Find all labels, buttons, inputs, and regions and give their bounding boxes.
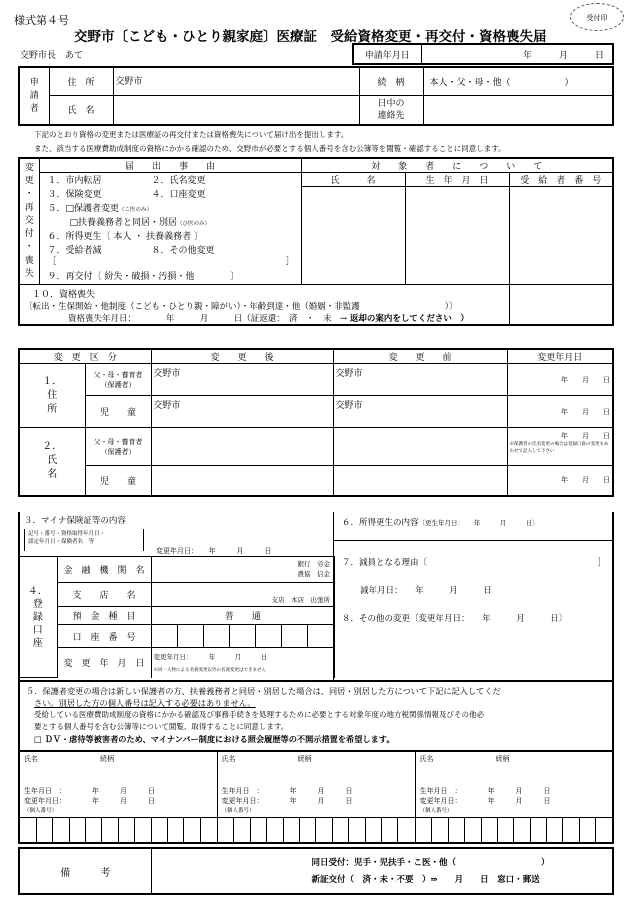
guardian-address-after[interactable]: 交野市 [151, 364, 333, 396]
person-3-number-boxes[interactable] [415, 817, 613, 843]
notice-5-line-2: さい。別居した方の個人番号は記入する必要はありません。 [34, 698, 256, 708]
person-2-change-label: 変更年月日： [221, 797, 264, 805]
remarks-label: 備 考 [19, 848, 151, 894]
child-address-before[interactable]: 交野市 [333, 396, 507, 428]
return-guidance: 返却の案内をしてください ） [349, 314, 469, 324]
guardian-address-before[interactable]: 交野市 [333, 364, 507, 396]
person-1-relation-label: 続柄 [100, 755, 114, 763]
account-number-boxes[interactable] [152, 625, 335, 647]
col-before: 変 更 前 [333, 349, 507, 364]
account-change-date[interactable]: 変更年月日： 年 月 日 [153, 653, 268, 661]
reason-item-9[interactable]: ９．再交付〔 紛失・破損・汚損・他 〕 [39, 267, 301, 285]
page-title: 交野市〔こども・ひとり親家庭〕医療証 受給資格変更・再交付・資格喪失届 [74, 29, 547, 45]
person-1-change-value[interactable]: 年 月 日 [92, 797, 155, 805]
remarks-field[interactable] [151, 848, 613, 894]
relation-field[interactable]: 本人・父・母・他（ ） [423, 67, 613, 95]
contact-field[interactable] [423, 95, 613, 125]
contact-label: 日中の 連絡先 [359, 95, 423, 125]
other-change-label[interactable]: ８．その他の変更〔変更年月日： 年 月 日〕 [342, 614, 568, 624]
section-name-label: ２． 氏 名 [19, 428, 85, 496]
person-1[interactable] [19, 751, 217, 817]
person-2-number-boxes[interactable] [217, 817, 415, 843]
reduce-row[interactable]: ７．減員となる理由〔 ］ [342, 558, 606, 568]
guardian-notice [18, 682, 614, 754]
account-date-label: 変 更 年 月 日 [57, 648, 151, 678]
child-address-after[interactable]: 交野市 [151, 396, 333, 428]
applicant-side-label: 申 請 者 [19, 67, 49, 125]
person-3-relation-label: 続柄 [495, 755, 510, 763]
guardian-address-date[interactable]: 年 月 日 [507, 364, 613, 396]
form-number: 様式第４号 [14, 14, 69, 27]
reason-item-7[interactable]: ７．受給者減 [47, 245, 102, 256]
target-header: 対 象 者 に つ い て [301, 158, 613, 173]
new-card-issue[interactable]: 新証交付（ 済・未・不要 ）⇒ 月 日 窓口・郵送 [311, 875, 540, 885]
child-label-1: 児 童 [85, 396, 151, 428]
col-change-date: 変更年月日 [507, 349, 613, 364]
person-3-birth-label: 生年月日 ： [419, 787, 462, 795]
person-1-birth-value[interactable]: 年 月 日 [92, 787, 155, 795]
person-2[interactable] [217, 751, 415, 817]
insurance-label: ３．マイナ保険証等の内容 [24, 516, 126, 526]
col-target-number: 受 給 者 番 号 [509, 173, 613, 187]
reason-item-6[interactable]: ６．所得更生〔 本人 ・ 扶養義務者 〕 [39, 229, 301, 243]
deposit-type-label: 預 金 種 目 [57, 607, 151, 625]
deposit-type-value: 普 通 [151, 607, 335, 625]
applicant-table [18, 66, 614, 126]
bank-types: 銀行 労金 農協 信金 [297, 560, 330, 578]
person-2-change-value[interactable]: 年 月 日 [289, 797, 353, 805]
person-2-relation-label: 続柄 [297, 755, 312, 763]
same-day-reception[interactable]: 同日受付：児手・児扶手・こ医・他（ ） [311, 858, 550, 868]
guardian-name-before[interactable] [333, 428, 507, 466]
person-2-birth-value[interactable]: 年 月 日 [289, 787, 353, 795]
guardian-name-after[interactable] [151, 428, 333, 466]
branch-label: 支 店 名 [57, 583, 151, 607]
insurance-field[interactable] [150, 526, 330, 546]
reason-item-5a-note: （こ医のみ） [119, 207, 153, 213]
stamp-label: 受付印 [586, 14, 608, 22]
change-table [18, 348, 614, 497]
notice-line-2: また、該当する医療費助成制度の資格にかかる確認のため、交野市が必要とする個人番号を含む公簿等を閲覧・確認することに同意します。 [34, 144, 506, 153]
person-2-number-label: （個人番号） [221, 808, 255, 814]
insurance-items: 記号・番号・資格取得年月日・ 認定年月日・保険者名 等 [28, 531, 106, 545]
target-name-field[interactable] [301, 187, 405, 285]
address-field[interactable]: 交野市 [113, 67, 359, 95]
guardian-label-2: 父・母・養育者 （保護者） [85, 428, 151, 466]
persons-table [18, 750, 614, 844]
person-3-change-label: 変更年月日： [419, 797, 462, 805]
reason-item-5a[interactable]: ５．□保護者変更 [47, 204, 120, 214]
bank-label: 金 融 機 関 名 [57, 557, 151, 583]
date-field[interactable]: 年 月 日 [421, 44, 613, 64]
name-label: 氏 名 [49, 95, 113, 125]
person-3[interactable] [415, 751, 613, 817]
section-address-label: １． 住 所 [19, 364, 85, 428]
reason-header: 届 出 事 由 [39, 158, 301, 173]
target-birth-field[interactable] [405, 187, 509, 285]
person-1-change-label: 変更年月日： [24, 797, 66, 805]
person-1-number-label: （個人番号） [24, 808, 58, 814]
col-target-name: 氏 名 [301, 173, 405, 187]
person-3-number-label: （個人番号） [419, 808, 453, 814]
bank-field[interactable] [151, 557, 335, 583]
account-side-label: ４． 登 録 口 座 [19, 557, 57, 678]
date-label: 申請年月日 [353, 44, 421, 64]
reception-stamp [570, 3, 624, 31]
child-name-after[interactable] [151, 466, 333, 496]
person-3-name-label: 氏名 [419, 755, 434, 763]
loss-date[interactable]: 資格喪失年月日： 年 月 日（証返還： 済 ・ 未 → [68, 314, 348, 324]
person-1-number-boxes[interactable] [19, 817, 217, 843]
address-label: 住 所 [49, 67, 113, 95]
person-1-birth-label: 生年月日 ： [24, 787, 66, 795]
col-after: 変 更 後 [151, 349, 333, 364]
person-1-name-label: 氏名 [24, 755, 38, 763]
person-2-name-label: 氏名 [221, 755, 236, 763]
reason-item-3[interactable]: ３．保険変更 [47, 190, 102, 200]
reason-item-5b-note: （ひ医のみ） [177, 221, 211, 227]
person-2-birth-label: 生年月日 ： [221, 787, 264, 795]
reason-item-8[interactable]: ８．その他変更 [151, 245, 215, 256]
name-change-note: ※保護者の氏名変更の場合は登録口座の変更もあわせて記入して下さい [509, 442, 609, 454]
account-note: ※同一人物による名義変更以外の名義変更はできません [153, 668, 266, 673]
reason-item-1[interactable]: １．市内転居 [47, 176, 102, 187]
other-change-bracket[interactable]: ［ ］ [47, 256, 295, 267]
reason-item-2[interactable]: ２．氏名変更 [151, 176, 206, 187]
reason-item-4[interactable]: ４．口座変更 [151, 190, 206, 200]
insurance-bracket [24, 529, 144, 551]
remarks-table [18, 847, 614, 895]
target-number-field[interactable] [509, 187, 613, 285]
notice-5-line-4: 要とする個人番号を含む公簿等について閲覧、取得することに同意します。 [34, 722, 289, 731]
application-date-box [352, 43, 614, 65]
reason-item-10[interactable]: １０．資格喪失 [32, 290, 96, 300]
dv-checkbox[interactable]: □ ＤＶ・虐待等被害者のため、マイナンバー制度における照会履歴等の不開示措置を希望します。 [34, 734, 395, 744]
notice-5-line-3: 受給している医療費助成制度の資格にかかる確認及び事務手続きを処理するために必要とする対象年度の地方税関係情報及びその他必 [34, 710, 484, 719]
guardian-label-1: 父・母・養育者 （保護者） [85, 364, 151, 396]
branch-types: 支店 本店 出張所 [271, 596, 330, 604]
child-label-2: 児 童 [85, 466, 151, 496]
reduce-label: ７．減員となる理由〔 [342, 558, 428, 568]
income-date[interactable]: 〔更生年月日： 年 月 日〕 [418, 519, 539, 527]
reason-table [18, 157, 614, 326]
notice-5-line-1: ５．保護者変更の場合は新しい保護者の方、扶養義務者と同居・別居した場合は、同居・別居した方について下記に記入してくだ [26, 686, 501, 696]
account-table [19, 556, 335, 678]
col-category: 変 更 区 分 [19, 349, 151, 364]
reduce-date[interactable]: 減年月日： 年 月 日 [360, 586, 492, 596]
insurance-change-date[interactable]: 変更年月日： 年 月 日 [156, 547, 272, 555]
detail-section [18, 512, 614, 682]
child-name-date[interactable]: 年 月 日 [507, 466, 613, 496]
person-3-change-value[interactable]: 年 月 日 [487, 797, 551, 805]
child-address-date[interactable]: 年 月 日 [507, 396, 613, 428]
account-number-label: 口 座 番 号 [57, 625, 151, 648]
child-name-before[interactable] [333, 466, 507, 496]
addressee: 交野市長 あて [20, 51, 84, 61]
person-3-birth-value[interactable]: 年 月 日 [487, 787, 551, 795]
guardian-name-date[interactable]: 年 月 日 [561, 432, 610, 440]
name-field[interactable] [113, 95, 359, 125]
loss-detail[interactable]: 〔転出・生保開始・他制度（こども・ひとり親・障がい）・年齢到達・他（婚姻・非監護 ）〕 [24, 302, 458, 312]
reason-side-label: 変 更 ・ 再 交 付 ・ 喪 失 [19, 158, 39, 285]
relation-label: 続 柄 [359, 67, 423, 95]
reason-item-5b[interactable]: □扶養義務者と同居・別居 [69, 218, 178, 228]
branch-field[interactable] [151, 583, 335, 607]
col-target-birth: 生 年 月 日 [405, 173, 509, 187]
income-label: ６．所得更生の内容 [342, 518, 419, 528]
notice-line-1: 下記のとおり資格の変更または医療証の再交付または資格喪失について届け出を提出します。 [34, 130, 349, 139]
